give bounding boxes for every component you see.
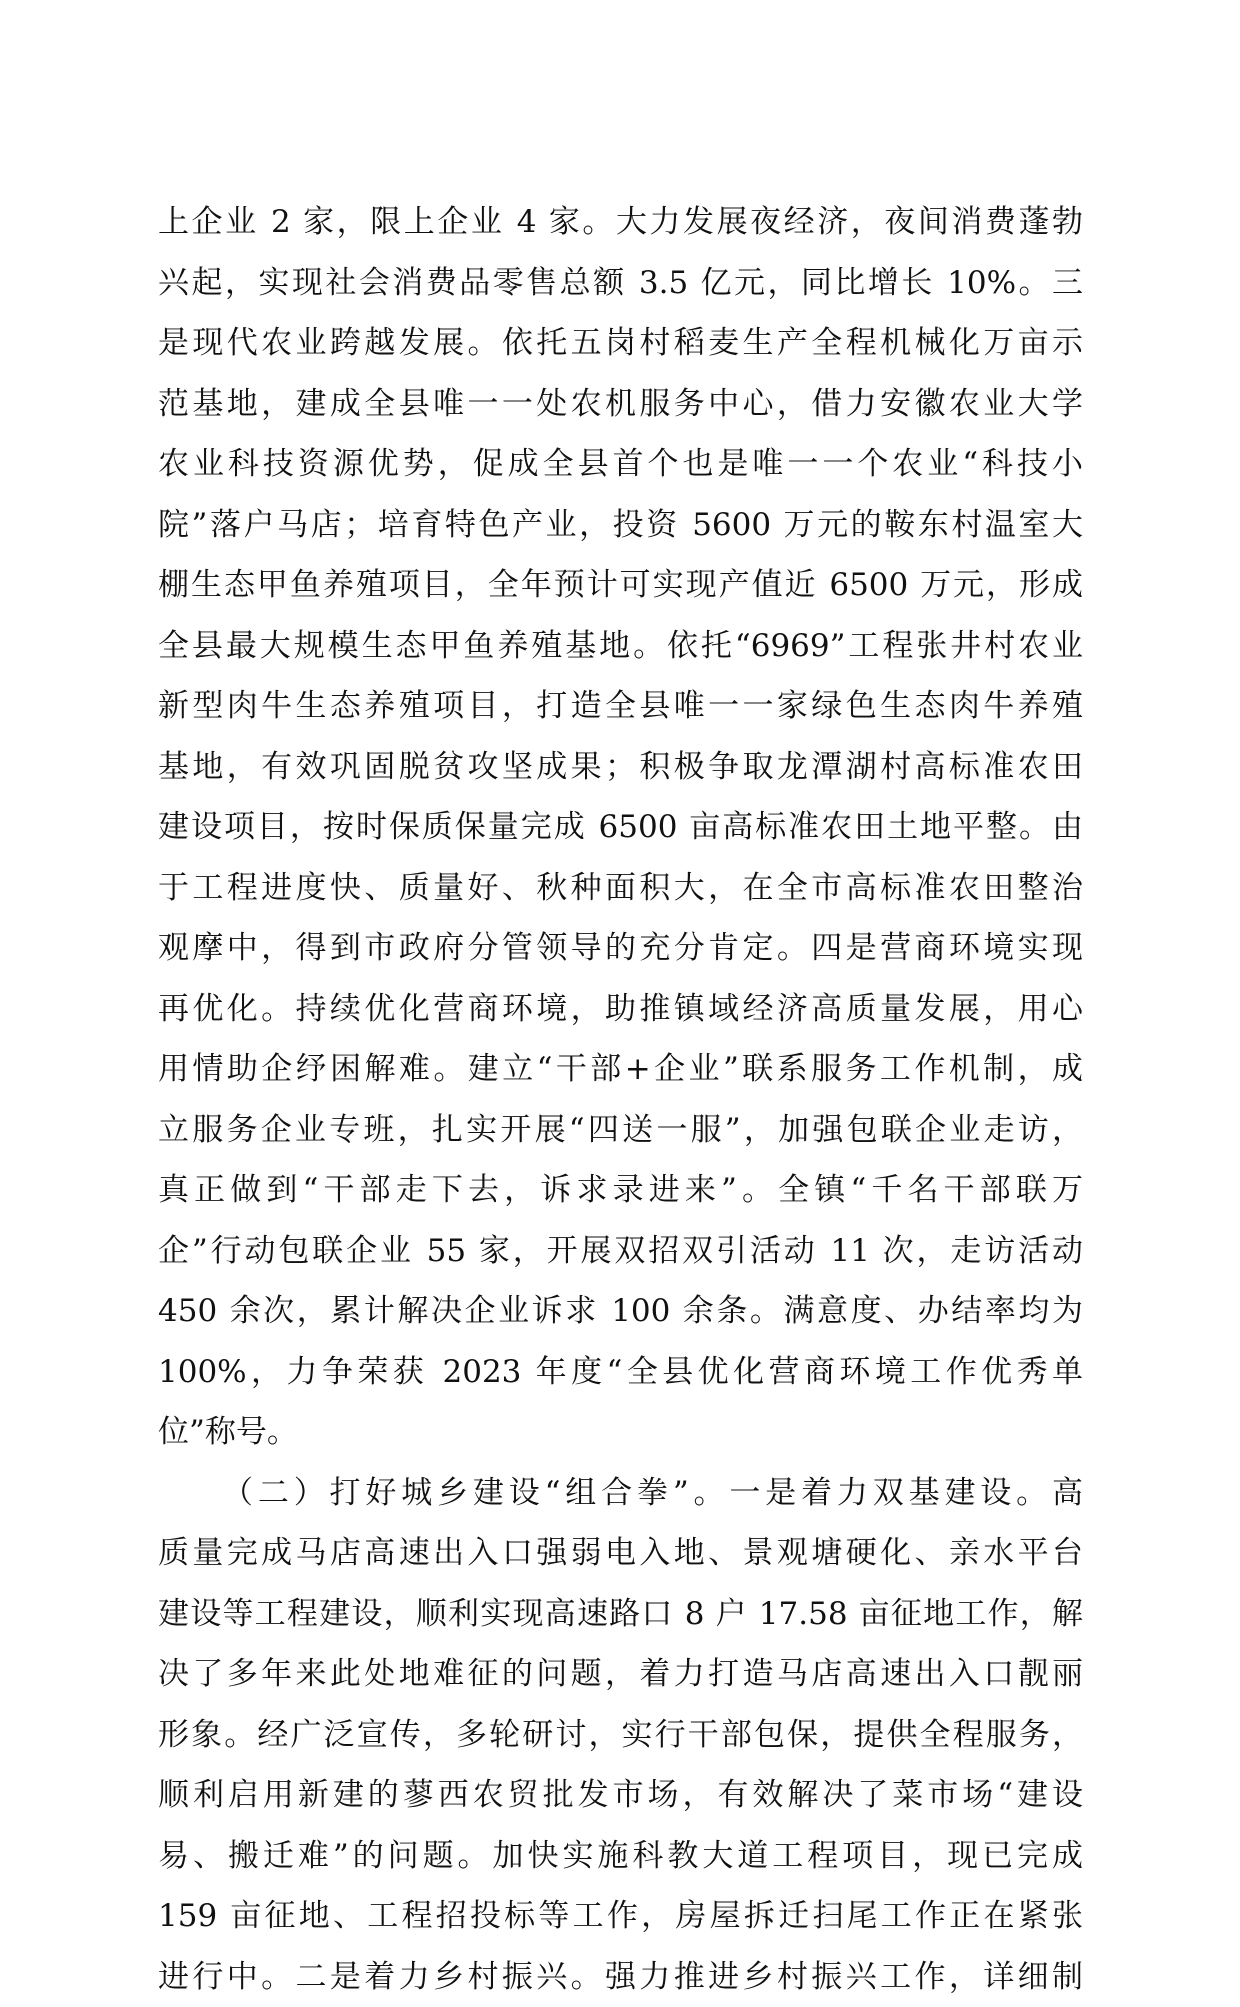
text-line: 建设等工程建设，顺利实现高速路口 8 户 17.58 亩征地工作，解 [158,1584,1083,1645]
text-line: 院”落户马店；培育特色产业，投资 5600 万元的鞍东村温室大 [158,495,1083,556]
text-line: 易、搬迁难”的问题。加快实施科教大道工程项目，现已完成 [158,1826,1083,1887]
text-line: 上企业 2 家，限上企业 4 家。大力发展夜经济，夜间消费蓬勃 [158,192,1083,253]
text-line: 顺利启用新建的蓼西农贸批发市场，有效解决了菜市场“建设 [158,1765,1083,1826]
text-line: 决了多年来此处地难征的问题，着力打造马店高速出入口靓丽 [158,1644,1083,1705]
text-line: 全县最大规模生态甲鱼养殖基地。依托“6969”工程张井村农业 [158,616,1083,677]
text-line: 棚生态甲鱼养殖项目，全年预计可实现产值近 6500 万元，形成 [158,555,1083,616]
text-line: 是现代农业跨越发展。依托五岗村稻麦生产全程机械化万亩示 [158,313,1083,374]
text-line: 再优化。持续优化营商环境，助推镇域经济高质量发展，用心 [158,979,1083,1040]
text-line: 观摩中，得到市政府分管领导的充分肯定。四是营商环境实现 [158,918,1083,979]
text-line: 450 余次，累计解决企业诉求 100 余条。满意度、办结率均为 [158,1281,1083,1342]
text-line: 新型肉牛生态养殖项目，打造全县唯一一家绿色生态肉牛养殖 [158,676,1083,737]
text-line: 159 亩征地、工程招投标等工作，房屋拆迁扫尾工作正在紧张 [158,1886,1083,1947]
text-line: 质量完成马店高速出入口强弱电入地、景观塘硬化、亲水平台 [158,1523,1083,1584]
text-line: 基地，有效巩固脱贫攻坚成果；积极争取龙潭湖村高标准农田 [158,737,1083,798]
paragraph-end-line: 位”称号。 [158,1402,1083,1463]
body-text [158,192,1083,2007]
text-line: 企”行动包联企业 55 家，开展双招双引活动 11 次，走访活动 [158,1221,1083,1282]
text-line: 农业科技资源优势，促成全县首个也是唯一一个农业“科技小 [158,434,1083,495]
text-line: 真正做到“干部走下去，诉求录进来”。全镇“千名干部联万 [158,1160,1083,1221]
text-line: 进行中。二是着力乡村振兴。强力推进乡村振兴工作，详细制 [158,1947,1083,2007]
text-line: 建设项目，按时保质保量完成 6500 亩高标准农田土地平整。由 [158,797,1083,858]
text-line: 形象。经广泛宣传，多轮研讨，实行干部包保，提供全程服务， [158,1705,1083,1766]
text-line: 100%，力争荣获 2023 年度“全县优化营商环境工作优秀单 [158,1342,1083,1403]
text-line: 于工程进度快、质量好、秋种面积大，在全市高标准农田整治 [158,858,1083,919]
text-line: 用情助企纾困解难。建立“干部+企业”联系服务工作机制，成 [158,1039,1083,1100]
section-heading-line: （二）打好城乡建设“组合拳”。一是着力双基建设。高 [158,1463,1083,1524]
text-line: 立服务企业专班，扎实开展“四送一服”，加强包联企业走访， [158,1100,1083,1161]
text-line: 兴起，实现社会消费品零售总额 3.5 亿元，同比增长 10%。三 [158,253,1083,314]
text-line: 范基地，建成全县唯一一处农机服务中心，借力安徽农业大学 [158,374,1083,435]
